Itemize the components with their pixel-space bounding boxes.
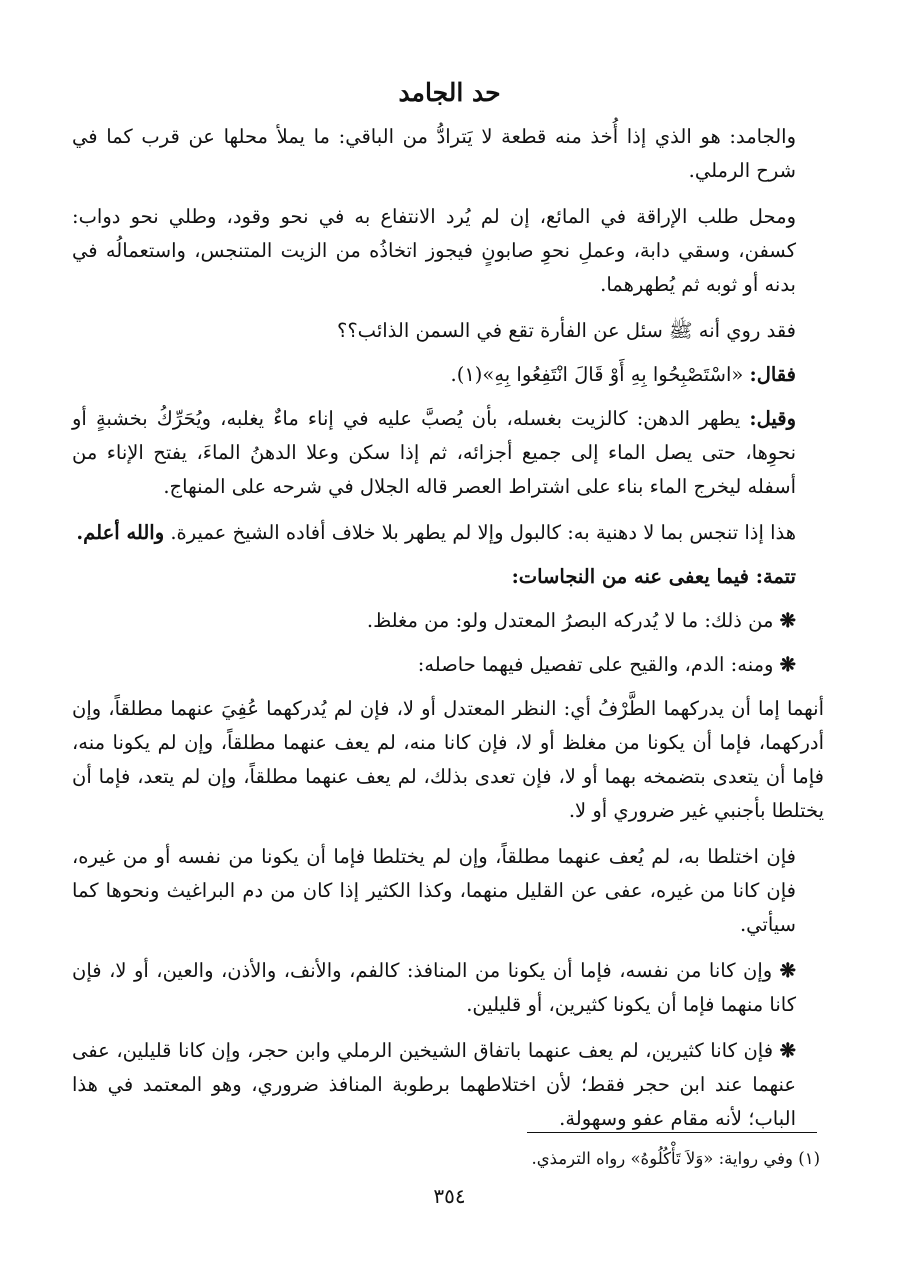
- page-number: ٣٥٤: [433, 1184, 466, 1208]
- main-text: [72, 120, 824, 1148]
- list-item-text: وإن كانا من نفسه، فإما أن يكونا من المنافذ: كالفم، والأنف، والأذن، والعين، أو لا، فإن كانا منهما فإما أن يكونا كثيرين، أو قليلين.: [72, 959, 796, 1016]
- list-item: [72, 1034, 824, 1136]
- star-bullet-icon: ❋: [779, 959, 796, 982]
- paragraph-purification: [72, 402, 824, 504]
- paragraph-hadith-answer: [72, 358, 824, 392]
- purification-text: يطهر الدهن: كالزيت بغسله، بأن يُصبَّ عليه في إناء ماءٌ يغلبه، ويُحَرِّكُ بخشبةٍ أو نحوِها، حتى يصل الماء إلى جميع أجزائه، ثم إذا سكن وعلا الدهنُ الماءَ، يفتح الإناء من أسفله ليخرج الماء بناء على اشتراط العصر قاله الجلال في شرحه على المنهاج.: [72, 407, 796, 498]
- paragraph-mixing: فإن اختلطا به، لم يُعف عنهما مطلقاً، وإن لم يختلطا فإما أن يكونا من نفسه أو من غيره، فإن كانا من غيره، عفى عن القليل منهما، وكذا الكثير إذا كان من دم البراغيث ونحوها كما سيأتي.: [72, 845, 796, 936]
- list-item-text: فإن كانا كثيرين، لم يعف عنهما باتفاق الشيخين الرملي وابن حجر، وإن كانا قليلين، عفى عنهما عند ابن حجر فقط؛ لأن اختلاطهما برطوبة المنافذ ضروري، وهو المعتمد في هذا الباب؛ لأنه مقام عفو وسهولة.: [72, 1039, 796, 1130]
- list-item: [72, 648, 824, 682]
- footnote: (١) وفي رواية: «وَلاَ تَأْكُلُوهُ» رواه الترمذي.: [531, 1149, 820, 1168]
- star-bullet-icon: ❋: [779, 609, 796, 632]
- lead-word: وقيل:: [749, 407, 796, 430]
- footnote-divider: [527, 1132, 817, 1133]
- paragraph-hadith-question: فقد روي أنه ﷺ سئل عن الفأرة تقع في السمن الذائب؟؟: [336, 319, 796, 342]
- star-bullet-icon: ❋: [779, 653, 796, 676]
- star-bullet-icon: ❋: [779, 1039, 796, 1062]
- closing-phrase: والله أعلم.: [76, 521, 165, 544]
- paragraph-disposal: ومحل طلب الإراقة في المائع، إن لم يُرد الانتفاع به في نحو وقود، وطلي نحو دواب: كسفن، وسقي دابة، وعملِ نحوِ صابونٍ فيجوز اتخاذُه من الزيت المتنجس، واستعمالُه في بدنه أو ثوبه ثم يُطهرهما.: [72, 205, 796, 296]
- paragraph-details: أنهما إما أن يدركهما الطَّرْفُ أي: النظر المعتدل أو لا، فإن لم يُدركهما عُفِيَ عنهما مطلقاً، وإن أدركهما، فإما أن يكونا من مغلظ أو لا، فإن كانا منه، لم يعف عنهما مطلقاً، وإن لم يكونا منه، فإما أن يتعدى بتضمخه بهما أو لا، فإن تعدى بذلك، لم يعف عنهما مطلقاً، وإن لم يتعد، فإما أن يختلطا بأجنبي غير ضروري أو لا.: [72, 697, 824, 822]
- section-title: حد الجامد: [398, 78, 501, 107]
- lead-word: فقال:: [749, 363, 796, 386]
- paragraph-definition: والجامد: هو الذي إذا أُخذ منه قطعة لا يَترادُّ من الباقي: ما يملأ محلها عن قرب كما في شرح الرملي.: [72, 125, 796, 182]
- list-item: [72, 954, 824, 1022]
- subsection-heading: تتمة: فيما يعفى عنه من النجاسات:: [511, 565, 796, 588]
- list-item-text: ومنه: الدم، والقيح على تفصيل فيهما حاصله:: [417, 653, 774, 676]
- condition-text: هذا إذا تنجس بما لا دهنية به: كالبول وإلا لم يطهر بلا خلاف أفاده الشيخ عميرة.: [164, 521, 796, 544]
- list-item: [72, 604, 824, 638]
- paragraph-condition: [72, 516, 824, 550]
- list-item-text: من ذلك: ما لا يُدركه البصرُ المعتدل ولو: من مغلظ.: [366, 609, 774, 632]
- hadith-text: «اسْتَصْبِحُوا بِهِ أَوْ قَالَ انْتَفِعُوا بِهِ»(١).: [450, 363, 750, 386]
